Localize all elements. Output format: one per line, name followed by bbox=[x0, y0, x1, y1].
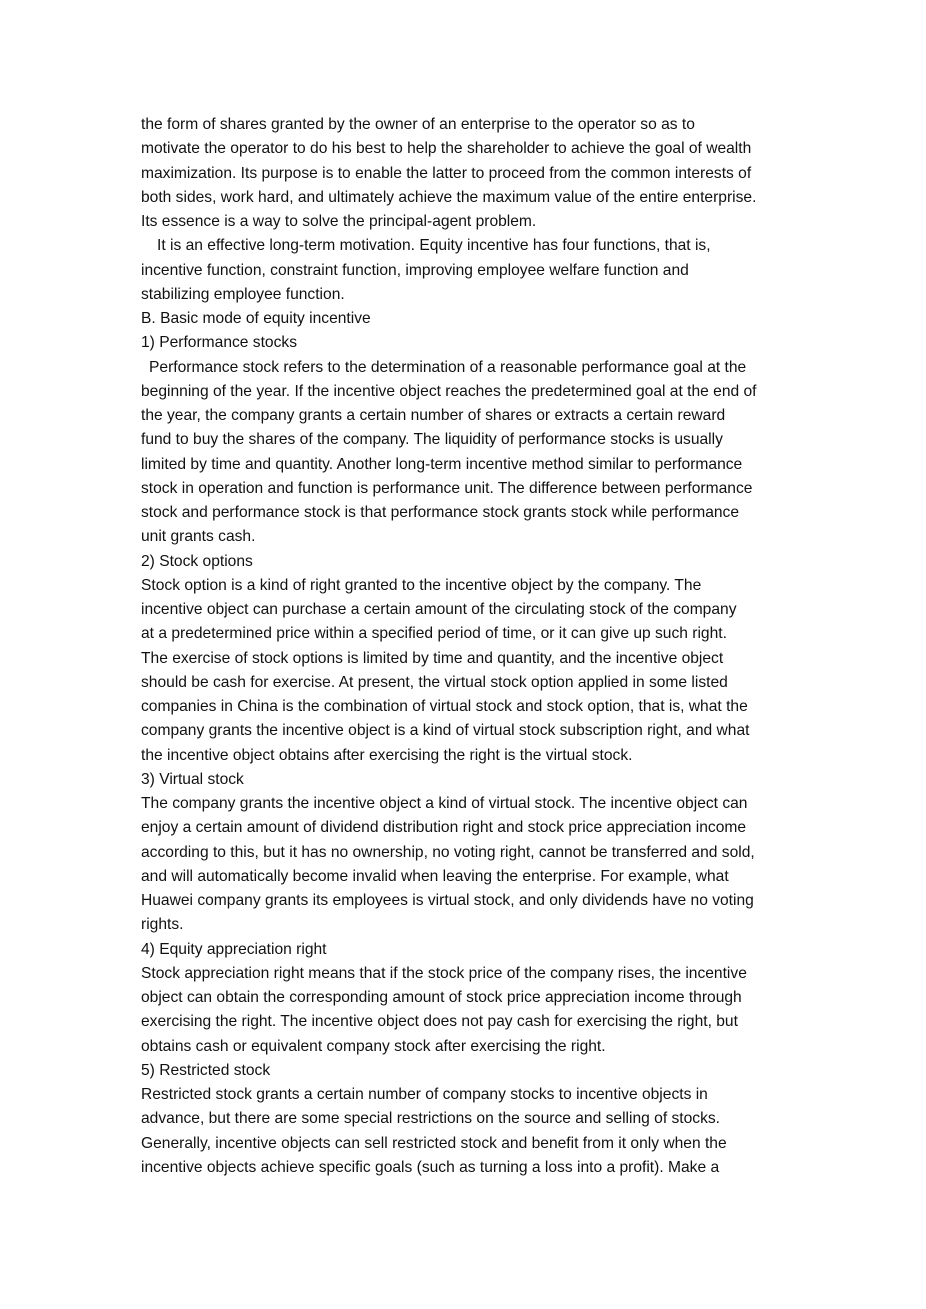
paragraph-line: unit grants cash. bbox=[141, 528, 256, 546]
paragraph-line: beginning of the year. If the incentive object reaches the predetermined goal at the end of bbox=[141, 382, 757, 400]
paragraph-line: It is an effective long-term motivation. Equity incentive has four functions, that is, bbox=[157, 237, 711, 255]
subsection-heading: 3) Virtual stock bbox=[141, 770, 244, 788]
paragraph-line: exercising the right. The incentive object does not pay cash for exercising the right, but bbox=[141, 1013, 738, 1031]
paragraph-line: rights. bbox=[141, 916, 184, 934]
subsection-heading: 5) Restricted stock bbox=[141, 1061, 271, 1079]
paragraph-line: stock in operation and function is performance unit. The difference between performance bbox=[141, 479, 753, 497]
paragraph-line: Its essence is a way to solve the principal-agent problem. bbox=[141, 213, 537, 230]
section-heading: B. Basic mode of equity incentive bbox=[141, 310, 371, 327]
paragraph-line: according to this, but it has no ownership, no voting right, cannot be transferred and sold, bbox=[141, 843, 755, 861]
subsection-heading: 1) Performance stocks bbox=[141, 334, 297, 352]
subsection-heading: 4) Equity appreciation right bbox=[141, 940, 327, 958]
paragraph-line: advance, but there are some special restrictions on the source and selling of stocks. bbox=[141, 1110, 721, 1128]
paragraph-line: incentive function, constraint function, improving employee welfare function and bbox=[141, 261, 689, 279]
paragraph-line: The exercise of stock options is limited by time and quantity, and the incentive object bbox=[141, 649, 724, 667]
paragraph-line: The company grants the incentive object a kind of virtual stock. The incentive object can bbox=[141, 795, 748, 812]
paragraph-line: the form of shares granted by the owner of an enterprise to the operator so as to bbox=[141, 116, 695, 133]
paragraph-line: the year, the company grants a certain number of shares or extracts a certain reward bbox=[141, 407, 726, 424]
paragraph-line: both sides, work hard, and ultimately achieve the maximum value of the entire enterprise. bbox=[141, 188, 757, 206]
paragraph-line: limited by time and quantity. Another long-term incentive method similar to performance bbox=[141, 455, 743, 473]
paragraph-line: the incentive object obtains after exercising the right is the virtual stock. bbox=[141, 746, 633, 764]
paragraph-line: should be cash for exercise. At present, the virtual stock option applied in some listed bbox=[141, 673, 728, 691]
subsection-heading: 2) Stock options bbox=[141, 552, 253, 570]
paragraph-line: and will automatically become invalid when leaving the enterprise. For example, what bbox=[141, 867, 729, 885]
paragraph-line: Stock appreciation right means that if the stock price of the company rises, the incentive bbox=[141, 964, 747, 982]
paragraph-line: Restricted stock grants a certain number of company stocks to incentive objects in bbox=[141, 1086, 708, 1103]
paragraph-line: Stock option is a kind of right granted to the incentive object by the company. The bbox=[141, 576, 702, 594]
paragraph-line: obtains cash or equivalent company stock after exercising the right. bbox=[141, 1037, 606, 1055]
paragraph-line: companies in China is the combination of virtual stock and stock option, that is, what the bbox=[141, 698, 748, 715]
paragraph-line: object can obtain the corresponding amount of stock price appreciation income through bbox=[141, 989, 742, 1006]
paragraph-line: fund to buy the shares of the company. The liquidity of performance stocks is usually bbox=[141, 431, 723, 449]
paragraph-line: stabilizing employee function. bbox=[141, 285, 345, 303]
paragraph-line: maximization. Its purpose is to enable the latter to proceed from the common interests of bbox=[141, 164, 752, 182]
paragraph-line: motivate the operator to do his best to help the shareholder to achieve the goal of wealth bbox=[141, 140, 752, 158]
paragraph-line: stock and performance stock is that performance stock grants stock while performance bbox=[141, 504, 740, 521]
paragraph-line: Performance stock refers to the determination of a reasonable performance goal at the bbox=[149, 358, 747, 376]
paragraph-line: incentive objects achieve specific goals (such as turning a loss into a profit). Make a bbox=[141, 1158, 720, 1176]
paragraph-line: company grants the incentive object is a kind of virtual stock subscription right, and what bbox=[141, 722, 750, 740]
paragraph-line: enjoy a certain amount of dividend distribution right and stock price appreciation income bbox=[141, 819, 747, 837]
paragraph-line: Huawei company grants its employees is virtual stock, and only dividends have no voting bbox=[141, 892, 754, 909]
paragraph-line: Generally, incentive objects can sell restricted stock and benefit from it only when the bbox=[141, 1134, 727, 1152]
document-page bbox=[141, 113, 821, 1180]
paragraph-line: at a predetermined price within a specified period of time, or it can give up such right. bbox=[141, 625, 727, 643]
paragraph-line: incentive object can purchase a certain amount of the circulating stock of the company bbox=[141, 601, 737, 618]
